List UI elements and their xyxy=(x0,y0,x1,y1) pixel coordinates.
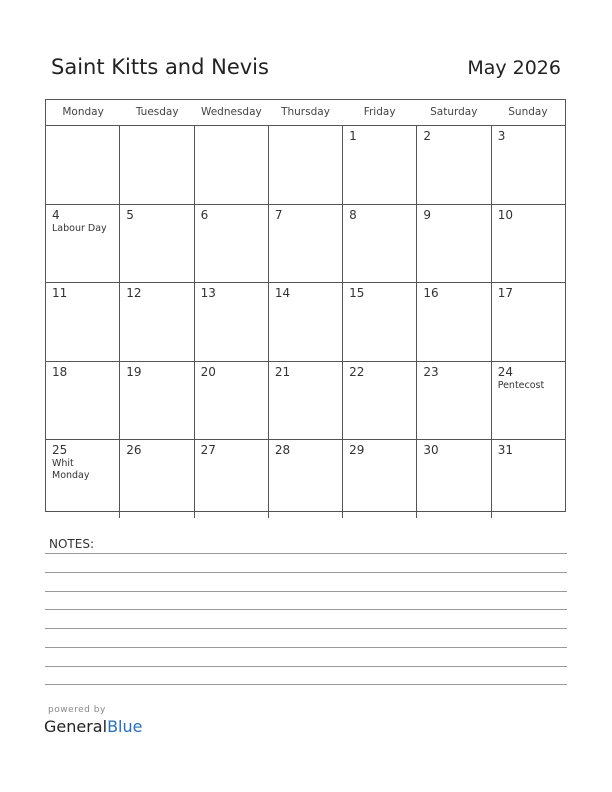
note-line xyxy=(45,609,567,610)
day-number: 15 xyxy=(349,286,365,301)
day-cell xyxy=(417,126,491,204)
day-number: 17 xyxy=(497,286,513,301)
calendar-grid xyxy=(45,99,566,512)
day-number: 13 xyxy=(200,286,216,301)
weekday-label: Saturday xyxy=(430,106,478,118)
day-number: 18 xyxy=(52,364,68,379)
weekday-label: Friday xyxy=(363,106,396,118)
weekday-label: Sunday xyxy=(508,106,548,118)
day-cell xyxy=(269,205,343,283)
day-number: 29 xyxy=(349,443,365,458)
day-number: 31 xyxy=(497,443,513,458)
calendar-title: Saint Kitts and Nevis xyxy=(51,55,269,79)
weekday-label: Monday xyxy=(62,106,104,118)
day-number: 3 xyxy=(497,129,506,143)
holiday-label: Pentecost xyxy=(497,379,545,391)
powered-by-text: powered by xyxy=(48,705,106,715)
day-number: 10 xyxy=(497,207,513,222)
day-number: 1 xyxy=(349,129,357,143)
day-cell xyxy=(120,362,194,440)
day-number: 22 xyxy=(349,364,365,379)
day-number: 27 xyxy=(200,443,216,458)
week-row xyxy=(46,362,565,441)
week-row xyxy=(46,126,565,205)
weekday-label: Wednesday xyxy=(200,106,262,118)
day-number: 11 xyxy=(52,286,68,301)
note-line xyxy=(45,553,567,554)
day-cell xyxy=(492,126,565,204)
note-line xyxy=(45,572,567,573)
day-cell xyxy=(343,126,417,204)
holiday-label: Labour Day xyxy=(52,222,107,234)
day-cell xyxy=(343,283,417,361)
day-number: 14 xyxy=(274,286,291,301)
day-cell xyxy=(417,362,491,440)
note-line xyxy=(45,666,567,667)
day-number: 26 xyxy=(126,443,142,458)
weekday-label: Tuesday xyxy=(135,106,179,118)
day-number: 8 xyxy=(349,207,357,222)
day-cell xyxy=(492,205,565,283)
day-number: 25 xyxy=(52,443,68,458)
day-number: 19 xyxy=(126,364,142,379)
calendar-month: May 2026 xyxy=(467,57,561,79)
holiday-label: Whit Monday xyxy=(52,458,90,482)
day-cell xyxy=(195,362,269,440)
day-cell xyxy=(120,283,194,361)
day-cell xyxy=(195,440,269,518)
day-number: 2 xyxy=(423,129,432,143)
week-row xyxy=(46,283,565,362)
note-line xyxy=(45,684,567,685)
day-cell xyxy=(120,126,194,204)
weekday-label: Thursday xyxy=(281,106,330,118)
day-cell xyxy=(46,362,120,440)
day-cell xyxy=(46,205,120,283)
weekday-header xyxy=(46,100,565,126)
day-cell xyxy=(46,126,120,204)
day-number: 4 xyxy=(52,207,60,222)
note-line xyxy=(45,628,567,629)
day-cell xyxy=(492,283,565,361)
day-cell xyxy=(269,283,343,361)
day-number: 21 xyxy=(274,364,291,379)
day-cell xyxy=(343,440,417,518)
day-cell xyxy=(120,205,194,283)
week-row xyxy=(46,440,565,518)
day-number: 6 xyxy=(200,207,209,222)
brand-logo xyxy=(44,717,142,736)
day-cell xyxy=(417,283,491,361)
brand-general: General xyxy=(44,717,108,736)
day-cell xyxy=(195,283,269,361)
note-line xyxy=(45,647,567,648)
day-number: 23 xyxy=(423,364,439,379)
day-cell xyxy=(269,362,343,440)
day-number: 20 xyxy=(200,364,216,379)
day-cell xyxy=(343,362,417,440)
day-cell xyxy=(417,440,491,518)
note-line xyxy=(45,591,567,592)
week-row xyxy=(46,205,565,284)
day-cell xyxy=(195,126,269,204)
day-cell xyxy=(492,362,565,440)
day-number: 16 xyxy=(423,286,439,301)
day-number: 9 xyxy=(423,207,432,222)
day-cell xyxy=(269,440,343,518)
day-cell xyxy=(269,126,343,204)
day-number: 12 xyxy=(126,286,142,301)
notes-label: NOTES: xyxy=(49,537,94,551)
day-number: 24 xyxy=(497,364,513,379)
day-cell xyxy=(46,283,120,361)
day-cell xyxy=(417,205,491,283)
day-cell xyxy=(492,440,565,518)
day-number: 30 xyxy=(423,443,439,458)
day-number: 28 xyxy=(274,443,291,458)
day-cell xyxy=(343,205,417,283)
day-cell xyxy=(46,440,120,518)
day-cell xyxy=(195,205,269,283)
brand-blue: Blue xyxy=(107,717,143,736)
day-number: 5 xyxy=(126,207,134,222)
day-cell xyxy=(120,440,194,518)
day-number: 7 xyxy=(274,207,283,222)
